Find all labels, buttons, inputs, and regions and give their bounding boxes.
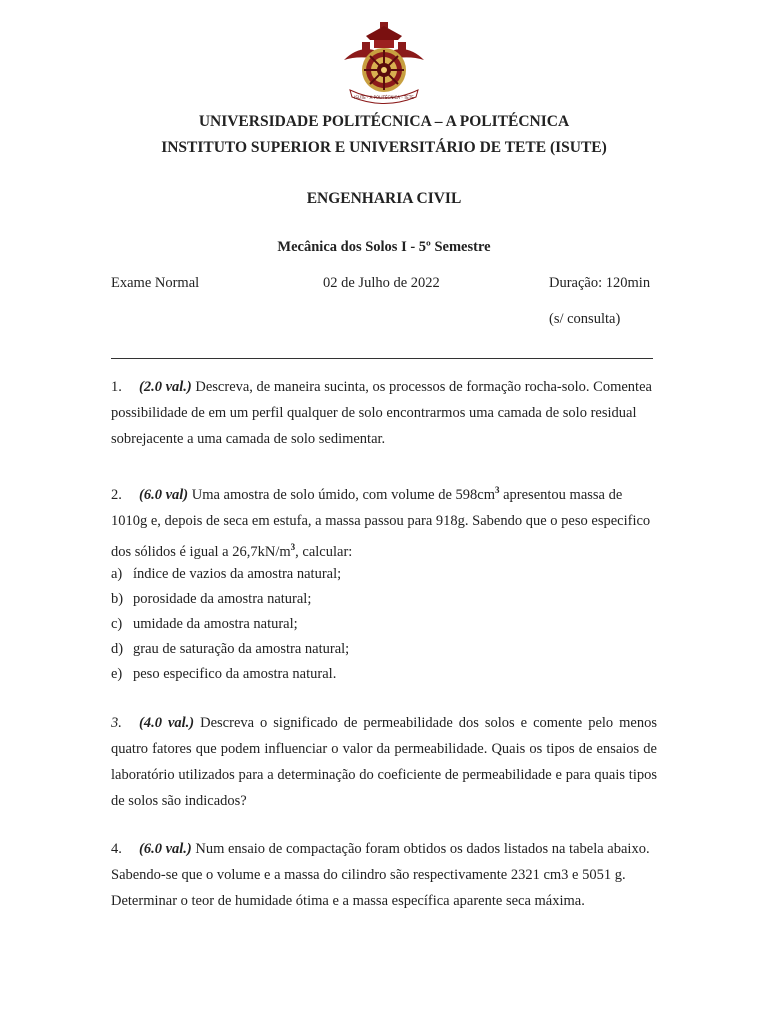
- university-name: UNIVERSIDADE POLITÉCNICA – A POLITÉCNICA: [198, 113, 570, 130]
- institute-name: INSTITUTO SUPERIOR E UNIVERSITÁRIO DE TETE (ISUTE): [161, 139, 607, 156]
- question-3: [111, 710, 657, 814]
- list-item: [111, 612, 349, 637]
- q1-points: (2.0 val.): [139, 379, 192, 395]
- q2-text-a: Uma amostra de solo úmido, com volume de 598cm: [191, 486, 495, 503]
- list-item: [111, 562, 349, 587]
- q2-text-b: apresentou massa de 1010g e, depois de seca em estufa, a massa passou para 918g. Sabendo que o peso especifico dos sólidos é igual a 26,7kN/m: [111, 486, 651, 560]
- q1-number: 1.: [111, 379, 122, 395]
- q3-text: Descreva o significado de permeabilidade dos solos e comente pelo menos quatro fatores que podem influenciar o valor da permeabilidade. Quais os tipos de ensaios de laboratório utilizados para a determinação do coeficiente de permeabilidade e para quais tipos de solos são indicados?: [111, 715, 658, 809]
- item-text: índice de vazios da amostra natural;: [133, 566, 342, 582]
- item-text: umidade da amostra natural;: [133, 616, 298, 632]
- item-text: peso especifico da amostra natural.: [133, 666, 337, 682]
- q2-sup-2: 3: [290, 541, 296, 552]
- q3-points: (4.0 val.): [139, 715, 195, 731]
- list-item: [111, 587, 349, 612]
- exam-consult-note: (s/ consulta): [549, 311, 621, 327]
- item-text: porosidade da amostra natural;: [133, 591, 312, 607]
- subject-title: Mecânica dos Solos I - 5º Semestre: [277, 239, 491, 255]
- q2-text-c: , calcular:: [295, 543, 353, 560]
- q4-number: 4.: [111, 841, 122, 857]
- item-letter: b): [111, 591, 124, 607]
- q1-text: Descreva, de maneira sucinta, os processos de formação rocha-solo. Comentea possibilidade de em um perfil qualquer de solo encontrarmos uma camada de solo residual sobrejacente a uma camada de solo sedimentar.: [111, 379, 652, 447]
- exam-date: 02 de Julho de 2022: [323, 275, 440, 291]
- q3-number: 3.: [111, 715, 122, 731]
- list-item: [111, 662, 349, 687]
- separator-line: [111, 358, 653, 359]
- q4-points: (6.0 val.): [139, 841, 192, 857]
- question-4: [111, 836, 657, 914]
- question-2: [111, 477, 657, 565]
- q4-text: Num ensaio de compactação foram obtidos os dados listados na tabela abaixo. Sabendo-se que o volume e a massa do cilindro são respectivamente 2321 cm3 e 5051 g. Determinar o teor de humidade ótima e a massa específica aparente seca máxima.: [111, 841, 650, 909]
- list-item: [111, 637, 349, 662]
- item-letter: d): [111, 641, 124, 657]
- university-emblem: [336, 20, 432, 104]
- item-text: grau de saturação da amostra natural;: [133, 641, 350, 657]
- q2-sup-1: 3: [494, 485, 500, 495]
- item-letter: e): [111, 666, 123, 682]
- emblem-caption: ISUTE · A POLITÉCNICA · TETE: [354, 95, 414, 100]
- q2-number: 2.: [111, 486, 122, 503]
- q2-points: (6.0 val): [139, 486, 189, 503]
- course-title: ENGENHARIA CIVIL: [306, 190, 462, 207]
- item-letter: a): [111, 566, 123, 582]
- item-letter: c): [111, 616, 123, 632]
- q2-subitems: [111, 562, 349, 687]
- question-1: [111, 374, 657, 452]
- exam-duration: Duração: 120min: [549, 275, 651, 291]
- exam-type: Exame Normal: [111, 275, 200, 291]
